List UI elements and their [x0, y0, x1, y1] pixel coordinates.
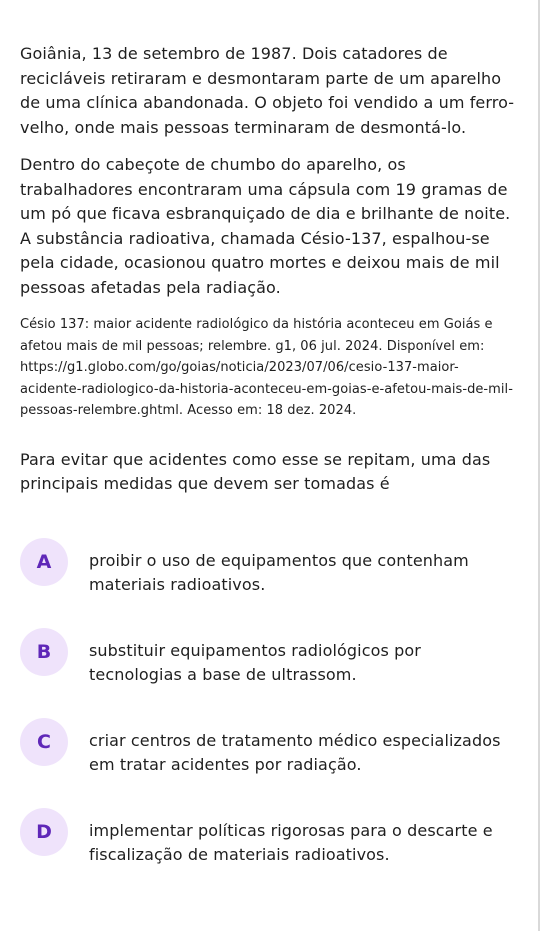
option-b-text[interactable]: substituir equipamentos radiológicos por tecnologias a base de ultrassom.	[89, 640, 421, 684]
source-citation: Césio 137: maior acidente radiológico da história aconteceu em Goiás e afetou mais de mil pessoas; relembre. g1, 06 jul. 2024. Disponível em: https://g1.globo.com/go/goias/noticia/2023/07/06/cesio-137-maior-acidente-radiologico-da-historia-aconteceu-em-goias-e-afetou-mais-de-mil-pessoas-relembre.ghtml. Acesso em: 18 dez. 2024.	[20, 317, 513, 418]
option-a-badge[interactable]: A	[20, 538, 68, 586]
option-d-text[interactable]: implementar políticas rigorosas para o descarte e fiscalização de materiais radioativos.	[89, 820, 493, 864]
answer-options	[20, 538, 520, 898]
option-a[interactable]	[20, 538, 520, 628]
option-a-text[interactable]: proibir o uso de equipamentos que contenham materiais radioativos.	[89, 550, 469, 594]
option-b[interactable]	[20, 628, 520, 718]
passage-paragraph-2: Dentro do cabeçote de chumbo do aparelho, os trabalhadores encontraram uma cápsula com 19 gramas de um pó que ficava esbranquiçado de dia e brilhante de noite. A substância radioativa, chamada Césio-137, espalhou-se pela cidade, ocasionou quatro mortes e deixou mais de mil pessoas afetadas pela radiação.	[20, 155, 511, 297]
option-c[interactable]	[20, 718, 520, 808]
option-d-badge[interactable]: D	[20, 808, 68, 856]
option-c-text[interactable]: criar centros de tratamento médico especializados em tratar acidentes por radiação.	[89, 730, 501, 774]
question-card	[20, 42, 520, 898]
question-prompt: Para evitar que acidentes como esse se repitam, uma das principais medidas que devem ser tomadas é	[20, 449, 491, 493]
option-c-badge[interactable]: C	[20, 718, 68, 766]
passage-paragraph-1: Goiânia, 13 de setembro de 1987. Dois catadores de recicláveis retiraram e desmontaram parte de um aparelho de uma clínica abandonada. O objeto foi vendido a um ferro-velho, onde mais pessoas terminaram de desmontá-lo.	[20, 44, 515, 137]
option-b-badge[interactable]: B	[20, 628, 68, 676]
option-d[interactable]	[20, 808, 520, 898]
